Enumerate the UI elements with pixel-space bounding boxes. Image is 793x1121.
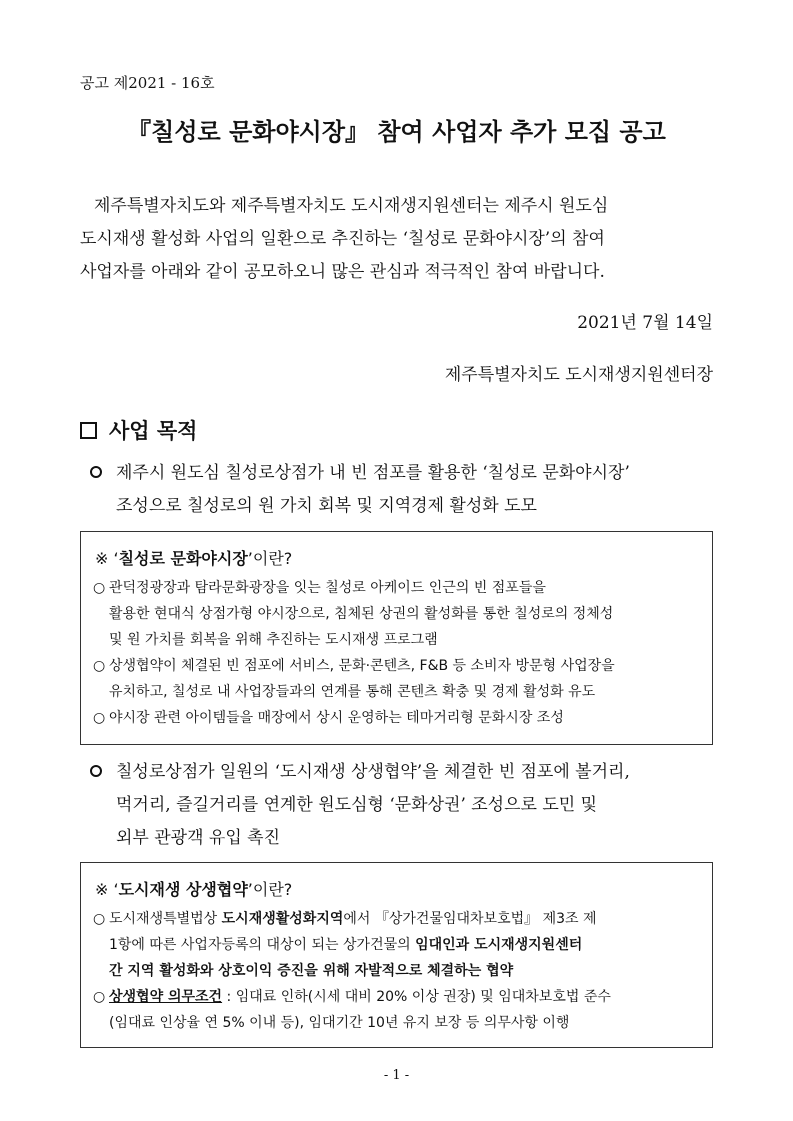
box-item	[81, 653, 712, 705]
intro-paragraph	[80, 190, 720, 289]
bold-term: 도시재생활성화지역	[221, 911, 344, 927]
box-title-suffix: ’이란?	[247, 880, 293, 899]
box-item-line: 유치하고, 칠성로 내 사업장들과의 연계를 통해 콘텐츠 확충 및 경제 활성화 유도	[109, 684, 596, 700]
text-run: 도시재생특별법상	[109, 911, 222, 927]
box-item-line: 활용한 현대식 상점가형 야시장으로, 침체된 상권의 활성화를 통한 칠성로의 정체성	[109, 606, 614, 622]
box-item-line: 및 원 가치를 회복을 위해 추진하는 도시재생 프로그램	[109, 632, 438, 648]
small-circle-icon: ○	[93, 658, 106, 674]
box-title-prefix: ※ ‘	[95, 880, 119, 899]
bullet-line: 외부 관광객 유입 촉진	[116, 828, 281, 848]
box-item-line: 야시장 관련 아이템들을 매장에서 상시 운영하는 테마거리형 문화시장 조성	[109, 710, 564, 726]
box-item-line: (임대료 인상율 연 5% 이내 등), 임대기간 10년 유지 보장 등 의무사항 이행	[109, 1015, 570, 1031]
text-run: 에서 『상가건물임대차보호법』 제3조 제	[343, 911, 597, 927]
bullet-line: 칠성로상점가 일원의 ‘도시재생 상생협약’을 체결한 빈 점포에 볼거리,	[116, 762, 630, 782]
section-heading-label: 사업 목적	[109, 419, 198, 443]
intro-line: 제주특별자치도와 제주특별자치도 도시재생지원센터는 제주시 원도심	[94, 196, 609, 216]
small-circle-icon: ○	[93, 580, 106, 596]
box-item	[81, 575, 712, 653]
box-item	[81, 984, 712, 1036]
info-box-night-market	[80, 531, 713, 745]
box-item-line: 상생협약이 체결된 빈 점포에 서비스, 문화·콘텐츠, F&B 등 소비자 방문형 사업장을	[109, 658, 615, 674]
page-title: 『칠성로 문화야시장』 참여 사업자 추가 모집 공고	[127, 118, 666, 146]
box-title	[95, 877, 712, 900]
bullet-line: 먹거리, 즐길거리를 연계한 원도심형 ‘문화상권’ 조성으로 도민 및	[116, 795, 598, 815]
text-run: 1항에 따른 사업자등록의 대상이 되는 상가건물의	[109, 937, 416, 953]
small-circle-icon: ○	[93, 911, 106, 927]
text-run: : 임대료 인하(시세 대비 20% 이상 권장) 및 임대차보호법 준수	[222, 989, 611, 1005]
notice-date: 2021년 7월 14일	[577, 313, 713, 333]
box-item-line: 관덕정광장과 탐라문화광장을 잇는 칠성로 아케이드 인근의 빈 점포들을	[109, 580, 546, 596]
box-item-line	[109, 906, 712, 932]
box-title-prefix: ※ ‘	[95, 549, 119, 568]
intro-line: 사업자를 아래와 같이 공모하오니 많은 관심과 적극적인 참여 바랍니다.	[80, 262, 605, 282]
square-icon	[80, 422, 97, 439]
circle-bullet-icon	[90, 765, 102, 777]
box-title	[95, 546, 712, 569]
info-box-agreement	[80, 862, 713, 1048]
bullet-line: 제주시 원도심 칠성로상점가 내 빈 점포를 활용한 ‘칠성로 문화야시장’	[116, 463, 630, 483]
circle-bullet-icon	[90, 466, 102, 478]
box-title-suffix: ’이란?	[247, 549, 293, 568]
bullet-line: 조성으로 칠성로의 원 가치 회복 및 지역경제 활성화 도모	[116, 496, 537, 516]
bullet-purpose-1	[90, 457, 730, 523]
section-heading	[80, 415, 197, 445]
small-circle-icon: ○	[93, 989, 106, 1005]
bold-underlined-term: 상생협약 의무조건	[109, 989, 223, 1005]
box-item	[81, 705, 712, 731]
issuer: 제주특별자치도 도시재생지원센터장	[444, 365, 713, 385]
box-title-term: 칠성로 문화야시장	[118, 549, 248, 568]
notice-number: 공고 제2021 - 16호	[80, 74, 215, 92]
small-circle-icon: ○	[93, 710, 106, 726]
box-item-line	[109, 932, 712, 958]
box-item	[81, 906, 712, 984]
bold-term: 임대인과 도시재생지원센터	[415, 937, 583, 953]
intro-line: 도시재생 활성화 사업의 일환으로 추진하는 ‘칠성로 문화야시장’의 참여	[80, 229, 605, 249]
page-number: - 1 -	[383, 1068, 410, 1083]
box-item-line	[109, 984, 712, 1010]
box-item-line: 간 지역 활성화와 상호이익 증진을 위해 자발적으로 체결하는 협약	[109, 963, 514, 979]
bullet-purpose-2	[90, 756, 730, 855]
box-title-term: 도시재생 상생협약	[118, 880, 248, 899]
